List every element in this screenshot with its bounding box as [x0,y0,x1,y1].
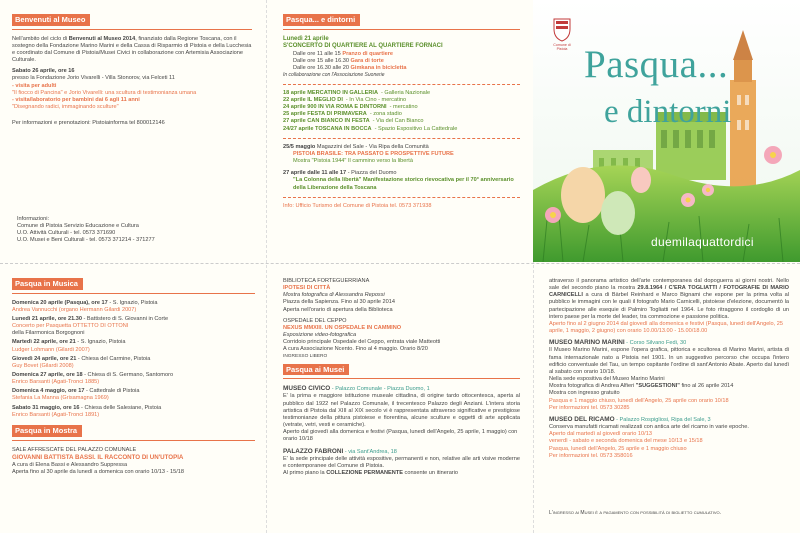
event-row: 22 aprile IL MEGLIO DI - In Via Cino - mercatino [283,96,407,103]
section-header: Pasqua in Mostra [12,425,82,437]
flower-icon [702,184,714,196]
schedule-row: Dalle ore 16.30 alle 20 Gimkana in bicicletta [293,65,407,72]
museum-hours: Pasqua e 1 maggio chiuso, lunedì dell'Angelo, 25 aprile con orario 10/18 [549,397,729,404]
concert-item: Giovedì 24 aprile, ore 21 - Chiesa del Carmine, Pistoia Guy Bovet (Gilardi 2008) [12,355,151,369]
museum-description-cont: Al primo piano la COLLEZIONE PERMANENTE consente un itinerario [283,470,459,477]
concert-item: Martedì 22 aprile, ore 21 - S. Ignazio, Pistoia Ludger Lohmann (Gilardi 2007) [12,339,126,353]
event-date: Sabato 26 aprile, ore 16 [12,68,75,75]
panel-centro [283,278,520,528]
visit-adults-title: - visita per adulti [12,82,57,89]
schedule-row: Dalle ore 15 alle 16.30 Gara di torte [293,58,384,65]
event-venue: 27 aprile dalle 11 alle 17 - Piazza del Duomo [283,170,397,177]
visit-kids-desc: "Disegnando radici, immaginando sculture" [12,104,119,110]
event-row: 25 aprile FESTA DI PRIMAVERA - zona stadio [283,111,402,118]
panel-destra [549,278,789,528]
event-row: 27 aprile CAN BIANCO IN FESTA - Via del Can Bianco [283,118,424,125]
flower-icon [545,207,561,223]
exhibit-venue: Nella sede espositiva del Museo Marino Marini [549,376,665,383]
visit-kids-title: - visita/laboratorio per bambini dai 6 agli 11 anni [12,96,140,103]
info-line: Info: Ufficio Turismo del Comune di Pistoia tel. 0573 371938 [283,202,432,209]
museum-hours: Aperto dal martedì al giovedì orario 10/13 [549,431,652,438]
crest-caption: Comune di Pistoia [553,43,571,51]
event-venue: presso la Fondazione Jorio Vivarelli - Villa Stonorov, via Felceti 11 [12,75,175,82]
exhibit-subtitle: Esposizione video-fotografica [283,332,357,339]
exhibit-place: Piazza della Sapienza. Fino al 30 aprile 2014 [283,299,395,306]
exhibit-title: NEXUS MMXIII. UN OSPEDALE IN CAMMINO [283,324,402,331]
visit-adults-desc: "Il fiocco di Pancina" e Jorio Vivarelli: una scultura di testimonianza umana [12,89,197,96]
free-entry: Mostra con ingresso gratuito [549,390,620,397]
cover-title-line2: e dintorni [604,94,732,130]
museum-hours: venerdì - sabato e seconda domenica del mese 10/13 e 15/18 [549,438,703,445]
easter-egg-icon [561,167,605,223]
exhibit-title: GIOVANNI BATTISTA BASSI. IL RACCONTO DI UN'UTOPIA [12,453,184,461]
event-date: Lunedì 21 aprile [283,35,329,42]
exhibit-hours: Aperto fino al 2 giugno 2014 dal giovedì alla domenica e festivi (Pasqua, lunedì dell'Angelo, 25 aprile, 1 maggio, 2 giugno) con orario 10.00/13.00 - 15.00/18.00 [549,320,783,335]
flower-icon [681,193,695,207]
concert-item: Domenica 27 aprile, ore 18 - Chiesa di S. Germano, Santomoro Enrico Barsanti (Agati-Tronci 1885) [12,372,174,386]
museum-description: E' la prima e maggiore istituzione museale cittadina, di origine tardo ottocentesca, aperta al pubblico dal 1922 nel Palazzo Comunale, il trecentesco Palazzo degli Anziani. L'intera storia artistica di Pistoia dal XIII al XIX secolo vi è rappresentata attraverso significative e prestigiose testimonianze della pittura pistoiese e fiorentina, alcune sculture e oggetti di arte applicata (vetrate, vetri, vesti e ceramiche). [283,393,520,429]
museum-hours: Aperto dal giovedì alla domenica e festivi (Pasqua, lunedì dell'Angelo, 25 aprile, 1 maggio) con orario 10/18 [283,429,518,443]
venue-head: BIBLIOTECA FORTEGUERRIANA [283,278,370,284]
exhibit-subtitle: Mostra "Pistoia 1944" Il cammino verso la libertà [293,158,413,165]
exhibit-title: IPOTESI DI CITTÀ [283,285,331,292]
exhibit-venue: 25/5 maggio Magazzini del Sale - Via Ripa della Comunità [283,143,429,150]
event-row: 24 aprile 900 IN VIA ROMA E DINTORNI - mercatino [283,104,418,111]
exhibit-venue: SALE AFFRESCATE DEL PALAZZO COMUNALE [12,446,137,453]
contacts-line: U.O. Musei e Beni Culturali - tel. 0573 371214 - 371277 [17,237,155,244]
event-row: 18 aprile MERCATINO IN GALLERIA - Galleria Nazionale [283,89,431,96]
concert-item: Domenica 4 maggio, ore 17 - Cattedrale di Pistoia Stefania La Manna (Grisamagna 1969) [12,388,140,402]
easter-egg-icon [631,167,651,193]
contacts-title: Informazioni: [17,216,50,222]
event-title: "La Colonna della libertà" Manifestazione storico rievocativa per il 70° anniversario della Liberazione della Toscana [293,177,514,191]
concert-item: Sabato 31 maggio, ore 16 - Chiesa delle Salesiane, Pistoia Enrico Barsanti (Agati-Tronci 1891) [12,404,162,418]
concert-title: S'CONCERTO DI QUARTIERE AL QUARTIERE FORNACI [283,43,443,50]
panel-benvenuti [12,14,252,259]
exhibit-curator: A cura Associazione Ncento. Fino al 4 maggio. Orario 8/20 [283,346,428,353]
section-header: Benvenuti al Museo [12,14,90,26]
contacts-block [17,216,155,245]
concert-item: Domenica 20 aprile (Pasqua), ore 17 - S. Ignazio, Pistoia Andrea Vannucchi (organo Hermann Gilardi 2007) [12,299,158,313]
museum-title: MUSEO DEL RICAMO - Palazzo Rospigliosi, Ripa del Sale, 3 [549,415,711,423]
museum-phone: Per informazioni tel. 0573 30285 [549,404,630,411]
schedule-row: Dalle ore 11 alle 15 Pranzo di quartiere [293,50,394,57]
exhibit-hours: Aperta nell'orario di apertura della Biblioteca [283,306,393,313]
free-entry: INGRESSO LIBERO [283,353,328,359]
contacts-line: Comune di Pistoia Servizio Educazione e Cultura [17,223,139,230]
section-header: Pasqua in Musica [12,278,83,290]
exhibit-place: Corridoio principale Ospedale del Ceppo, entrata viale Matteotti [283,339,441,346]
cover-year: duemilaquattordici [651,235,754,249]
museum-description: Il Museo Marino Marini, espone l'opera grafica, pittorica e scultorea di Marino Marini, artista di fama internazionale nato a Pistoia nel 1901. In un suggestivo percorso che occupa l'intero edificio conventuale del Tau, un tempo ospitante l'ordine di sant'Antonio Abate. Aperto dal lunedì al sabato con orario 10/18. [549,347,789,375]
exhibit-subtitle: Mostra fotografica di Alessandra Repossi [283,292,385,299]
exhibit-title: PISTOIA BRASILE: TRA PASSATO E PROSPETTIVE FUTURE [293,150,454,157]
intro-text: Nell'ambito del ciclo di Benvenuti al Museo 2014, finanziato dalla Regione Toscana, con il sostegno della Fondazione Marino Marini e della Cassa di Risparmio di Pistoia e della Lucchesia e coordinato dal Comune di Pistoia/Musei Civici in collaborazione con Artemisia Associazione Culturale. [12,35,252,64]
exhibit-curators: A cura di Elena Bassi e Alessandro Suppressa [12,461,128,468]
section-header: Pasqua ai Musei [283,364,349,376]
museum-hours: Pasqua, lunedì dell'Angelo, 25 aprile e 1 maggio chiuso [549,445,687,452]
fold-line-left [266,0,267,533]
cover-title-line1: Pasqua... [584,43,729,86]
museum-description: E' la sede principale delle attività espositive, permanenti e non, relative alle arti visive moderne e contemporanee del Comune di Pistoia. [283,455,520,469]
city-crest-icon [554,19,570,41]
event-row: 24/27 aprile TOSCANA IN BOCCA - Spazio Espositivo La Cattedrale [283,125,458,132]
flower-icon [764,146,782,164]
footer-note: L'ingresso ai Musei è a pagamento con possibilità di biglietto cumulativo. [549,510,722,516]
museum-phone: Per informazioni tel. 0573 358016 [549,452,633,459]
contacts-line: U.O. Attività Culturali - tel. 0573 371690 [17,230,116,237]
collab-note: In collaborazione con l'Associazione Suonerie [283,72,385,79]
fold-line-middle [0,263,800,264]
concert-item: Lunedì 21 aprile, ore 21.30 - Battistero di S. Giovanni in Corte Concerto per Pasquetta OTTETTO DI OTTONI della Filarmonica Borgognoni [12,315,169,337]
booking-info: Per informazioni e prenotazioni: Pistoiainforma tel 800012146 [12,120,165,127]
panel-dintorni [283,14,520,259]
museum-title: PALAZZO FABRONI - via Sant'Andrea, 18 [283,447,397,455]
carnicelli-exhibit: attraverso il panorama artistico dell'arte contemporanea dal dopoguerra ai giorni nostri. Nello sale del secondo piano la mostra 29.8.1964 / C'ERA TOGLIATTI / FOTOGRAFIE DI MARIO CARNICELLI a cura di Bärbel Reinhard e Marco Bignami che espone per la prima volta al pubblico le immagini con le quali il fotografo Mario Carnicelli, pistoiese d'elezione, documentò la partecipazione alle esequie di Palmiro Togliatti nel 1964. Le foto ritraggono il cordoglio di un intero paese per la morte del leader, tra commozione e passione politica. [549,278,789,320]
exhibit-title: Mostra fotografica di Andrea Alfieri "SUGGESTIONI" fino al 26 aprile 2014 [549,383,734,390]
venue-head: OSPEDALE DEL CEPPO [283,317,347,324]
section-header: Pasqua... e dintorni [283,14,360,26]
easter-egg-icon [601,191,635,235]
museum-description: Conserva manufatti ricamati realizzati con antica arte del ricamo in varie epoche. [549,424,749,431]
museum-title: MUSEO CIVICO - Palazzo Comunale - Piazza Duomo, 1 [283,385,430,393]
museum-title: MUSEO MARINO MARINI - Corso Silvano Fedi, 30 [549,339,687,347]
exhibit-hours: Aperta fino al 30 aprile da lunedì a domenica con orario 10/13 - 15/18 [12,468,184,475]
panel-musica [12,278,255,528]
